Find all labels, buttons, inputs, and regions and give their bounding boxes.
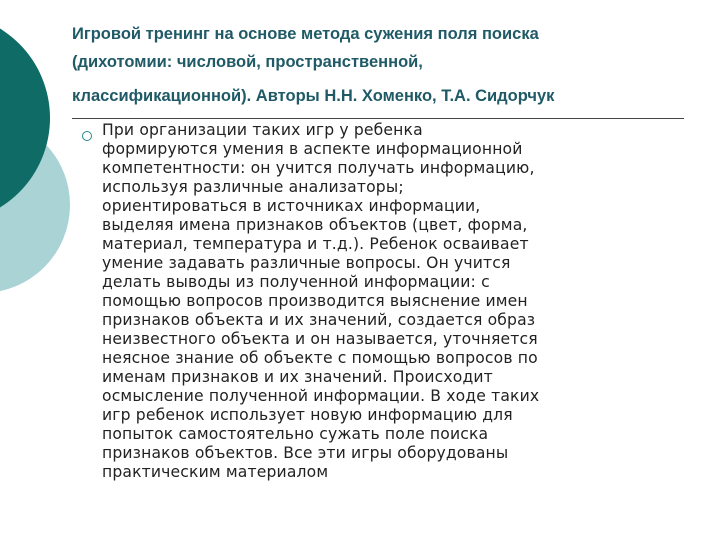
light-teal-circle [0,117,70,293]
dark-teal-circle [0,13,50,223]
circle-bullet-icon [82,131,92,141]
bullet-item [82,121,702,482]
title-line-2: (дихотомии: числовой, пространственной, [72,53,423,71]
title-line-3: классификационной). Авторы Н.Н. Хоменко, Т.А. Сидорчук [72,87,555,105]
title-line-1: Игровой тренинг на основе метода сужения поля поиска [72,25,539,43]
slide-title [72,20,692,110]
title-divider [72,118,684,119]
bullet-text: При организации таких игр у ребенка формируются умения в аспекте информационной компетентности: он учится получать информацию, используя различные анализаторы; ориентироваться в источниках информации, выделяя имена признаков объектов (цвет, форма, материал, температура и т.д.). Ребенок осваивает умение задавать различные вопросы. Он учится делать выводы из полученной информации: с помощью вопросов производится выяснение имен признаков объекта и их значений, создается образ неизвестного объекта и он называется, уточняется неясное знание об объекте с помощью вопросов по именам признаков и их значений. Происходит осмысление полученной информации. В ходе таких игр ребенок использует новую информацию для попыток самостоятельно сужать поле поиска признаков объектов. Все эти игры оборудованы практическим материалом [102,121,540,481]
